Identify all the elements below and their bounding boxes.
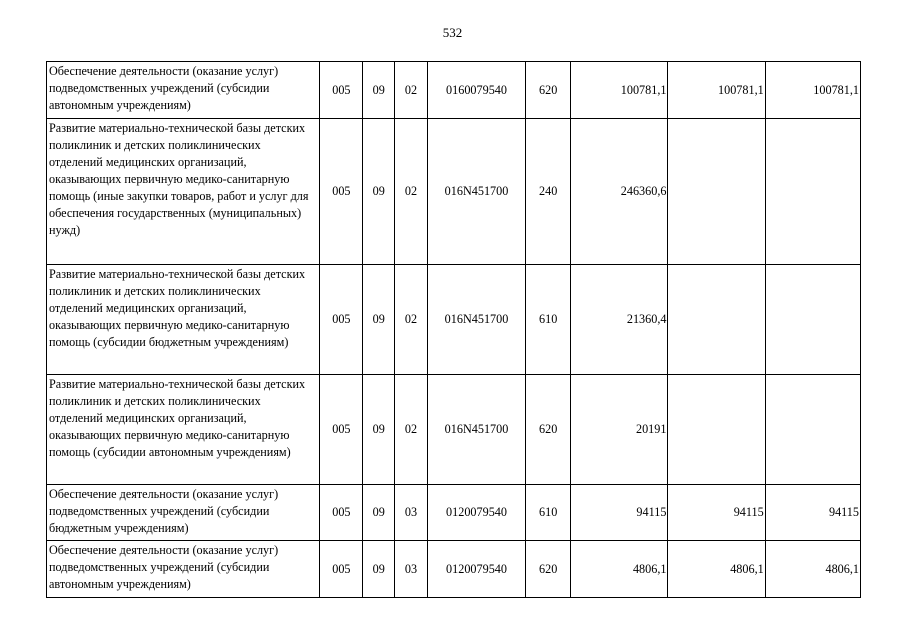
ved-code: 005 [320, 485, 363, 541]
amount-2: 4806,1 [668, 541, 765, 598]
row-name: Обеспечение деятельности (оказание услуг) подведомственных учреждений (субсидии автономным учреждениям) [47, 541, 320, 598]
ved-code: 005 [320, 119, 363, 265]
table-row [47, 375, 861, 485]
section-code: 09 [363, 119, 395, 265]
target-article-code: 0120079540 [427, 541, 525, 598]
amount-1: 246360,6 [571, 119, 668, 265]
subsection-code: 02 [395, 265, 428, 375]
amount-3: 4806,1 [765, 541, 860, 598]
subsection-code: 03 [395, 541, 428, 598]
table-row [47, 541, 861, 598]
amount-2 [668, 265, 765, 375]
amount-1: 20191 [571, 375, 668, 485]
target-article-code: 016N451700 [427, 119, 525, 265]
row-name: Обеспечение деятельности (оказание услуг) подведомственных учреждений (субсидии бюджетным учреждениям) [47, 485, 320, 541]
ved-code: 005 [320, 541, 363, 598]
amount-3 [765, 119, 860, 265]
budget-table [46, 61, 861, 598]
row-name: Развитие материально-технической базы детских поликлиник и детских поликлинических отделений медицинских организаций, оказывающих первичную медико-санитарную помощь (иные закупки товаров, работ и услуг для обеспечения государственных (муниципальных) нужд) [47, 119, 320, 265]
amount-3: 100781,1 [765, 62, 860, 119]
expense-type-code: 240 [526, 119, 571, 265]
target-article-code: 016N451700 [427, 375, 525, 485]
section-code: 09 [363, 265, 395, 375]
target-article-code: 0160079540 [427, 62, 525, 119]
table-row [47, 265, 861, 375]
amount-1: 4806,1 [571, 541, 668, 598]
amount-1: 21360,4 [571, 265, 668, 375]
section-code: 09 [363, 541, 395, 598]
section-code: 09 [363, 485, 395, 541]
subsection-code: 02 [395, 375, 428, 485]
expense-type-code: 620 [526, 62, 571, 119]
expense-type-code: 610 [526, 265, 571, 375]
ved-code: 005 [320, 375, 363, 485]
expense-type-code: 610 [526, 485, 571, 541]
section-code: 09 [363, 62, 395, 119]
page-number: 532 [442, 25, 463, 40]
row-name: Обеспечение деятельности (оказание услуг) подведомственных учреждений (субсидии автономным учреждениям) [47, 62, 320, 119]
subsection-code: 03 [395, 485, 428, 541]
subsection-code: 02 [395, 62, 428, 119]
table-row [47, 119, 861, 265]
ved-code: 005 [320, 62, 363, 119]
row-name: Развитие материально-технической базы детских поликлиник и детских поликлинических отделений медицинских организаций, оказывающих первичную медико-санитарную помощь (субсидии автономным учреждениям) [47, 375, 320, 485]
amount-3: 94115 [765, 485, 860, 541]
ved-code: 005 [320, 265, 363, 375]
amount-2: 100781,1 [668, 62, 765, 119]
expense-type-code: 620 [526, 375, 571, 485]
table-row [47, 62, 861, 119]
amount-3 [765, 375, 860, 485]
amount-3 [765, 265, 860, 375]
target-article-code: 016N451700 [427, 265, 525, 375]
subsection-code: 02 [395, 119, 428, 265]
amount-2 [668, 119, 765, 265]
table-row [47, 485, 861, 541]
amount-1: 100781,1 [571, 62, 668, 119]
amount-2 [668, 375, 765, 485]
target-article-code: 0120079540 [427, 485, 525, 541]
row-name: Развитие материально-технической базы детских поликлиник и детских поликлинических отделений медицинских организаций, оказывающих первичную медико-санитарную помощь (субсидии бюджетным учреждениям) [47, 265, 320, 375]
amount-2: 94115 [668, 485, 765, 541]
section-code: 09 [363, 375, 395, 485]
amount-1: 94115 [571, 485, 668, 541]
expense-type-code: 620 [526, 541, 571, 598]
